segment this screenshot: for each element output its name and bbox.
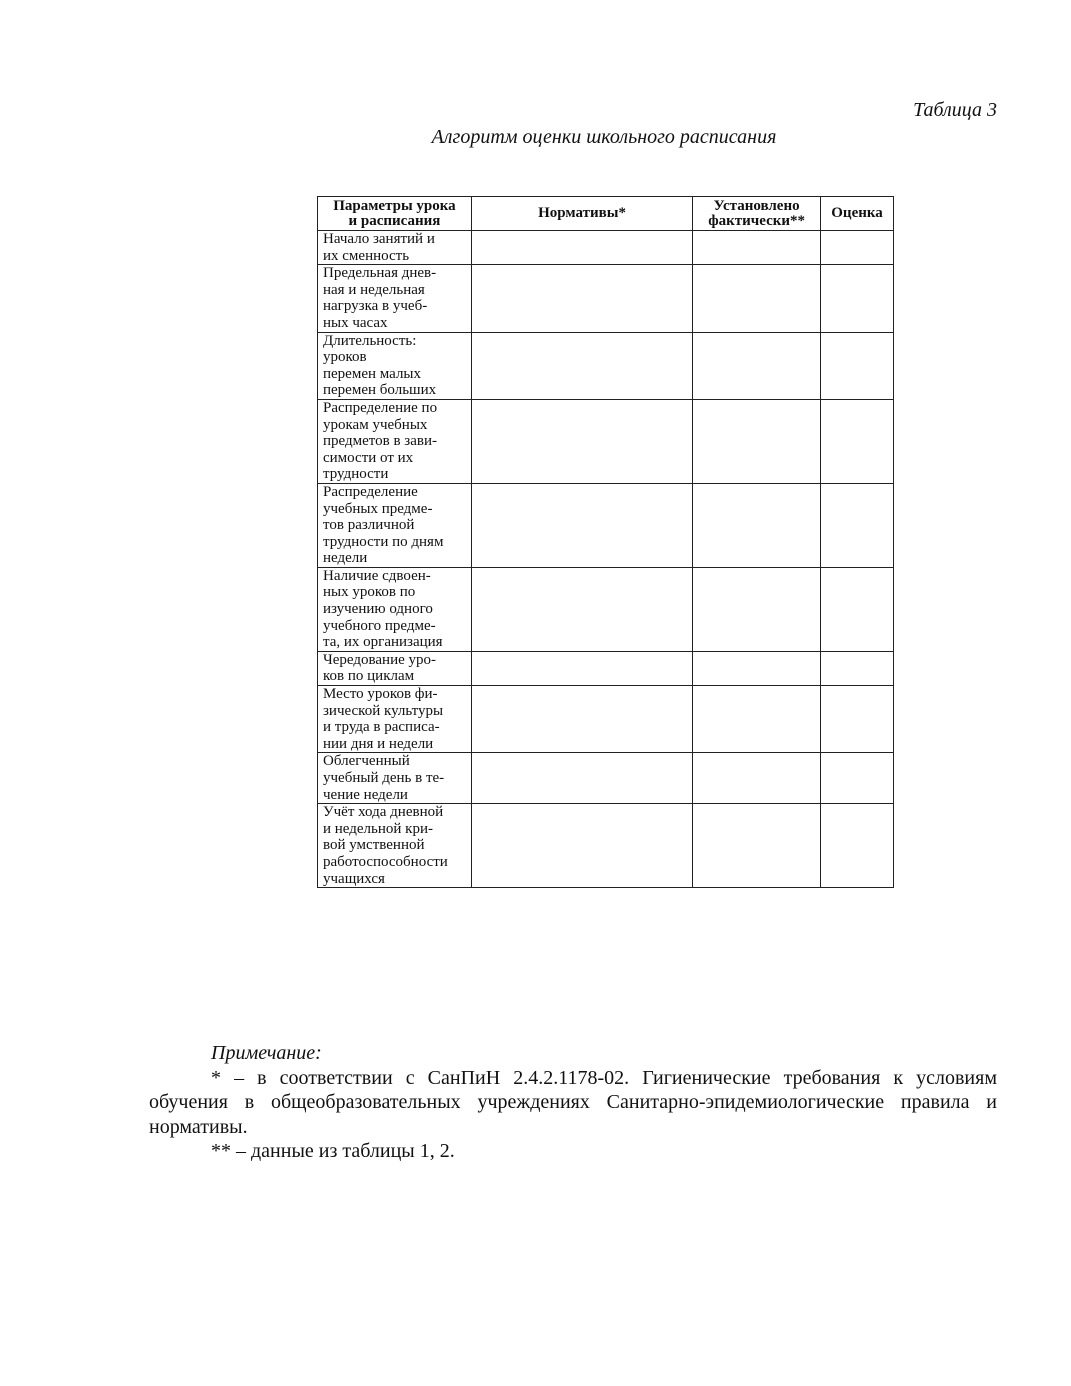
actual-cell [693, 483, 821, 567]
actual-cell [693, 753, 821, 804]
parameter-cell: Чередование уро- ков по циклам [318, 651, 472, 685]
score-cell [821, 265, 894, 332]
note-heading: Примечание: [211, 1042, 322, 1064]
score-cell [821, 686, 894, 753]
table-row [318, 753, 894, 804]
actual-cell [693, 399, 821, 483]
score-cell [821, 804, 894, 888]
norms-cell [471, 804, 692, 888]
score-cell [821, 567, 894, 651]
table-row [318, 686, 894, 753]
table-row [318, 651, 894, 685]
note-footnote-2: ** – данные из таблицы 1, 2. [211, 1140, 455, 1162]
note-footnote-1: * – в соответствии с СанПиН 2.4.2.1178-02. Гигиенические требования к условиям обучения в общеобразовательных учреждениях Санитарно-эпидемиологические правила и нормативы. [149, 1066, 997, 1138]
table-row [318, 483, 894, 567]
parameter-cell: Начало занятий и их сменность [318, 231, 472, 265]
parameter-cell: Учёт хода дневной и недельной кри- вой умственной работоспособности учащихся [318, 804, 472, 888]
table-title: Алгоритм оценки школьного расписания [431, 126, 777, 148]
norms-cell [471, 651, 692, 685]
parameter-cell: Распределение по урокам учебных предметов в зави- симости от их трудности [318, 399, 472, 483]
parameter-cell: Предельная днев- ная и недельная нагрузка в учеб- ных часах [318, 265, 472, 332]
norms-cell [471, 332, 692, 399]
schedule-evaluation-table [317, 196, 894, 888]
actual-cell [693, 231, 821, 265]
table-row [318, 265, 894, 332]
score-cell [821, 231, 894, 265]
parameter-cell: Распределение учебных предме- тов различной трудности по дням недели [318, 483, 472, 567]
score-cell [821, 483, 894, 567]
norms-cell [471, 231, 692, 265]
actual-cell [693, 804, 821, 888]
table-row [318, 332, 894, 399]
score-cell [821, 753, 894, 804]
table-header-row [318, 197, 894, 231]
column-header-parameters: Параметры урока и расписания [318, 197, 472, 231]
column-header-actual: Установлено фактически** [693, 197, 821, 231]
score-cell [821, 332, 894, 399]
norms-cell [471, 483, 692, 567]
norms-cell [471, 753, 692, 804]
table-body [318, 231, 894, 888]
score-cell [821, 399, 894, 483]
norms-cell [471, 686, 692, 753]
note [149, 1041, 997, 1164]
table-row [318, 231, 894, 265]
table-row [318, 804, 894, 888]
norms-cell [471, 399, 692, 483]
norms-cell [471, 567, 692, 651]
table-number: Таблица 3 [913, 99, 997, 121]
score-cell [821, 651, 894, 685]
column-header-norms: Нормативы* [471, 197, 692, 231]
actual-cell [693, 686, 821, 753]
parameter-cell: Облегченный учебный день в те- чение недели [318, 753, 472, 804]
column-header-score: Оценка [821, 197, 894, 231]
actual-cell [693, 651, 821, 685]
table-row [318, 567, 894, 651]
actual-cell [693, 567, 821, 651]
norms-cell [471, 265, 692, 332]
parameter-cell: Длительность: уроков перемен малых перемен больших [318, 332, 472, 399]
actual-cell [693, 332, 821, 399]
table-row [318, 399, 894, 483]
parameter-cell: Наличие сдвоен- ных уроков по изучению одного учебного предме- та, их организация [318, 567, 472, 651]
parameter-cell: Место уроков фи- зической культуры и труда в расписа- нии дня и недели [318, 686, 472, 753]
actual-cell [693, 265, 821, 332]
